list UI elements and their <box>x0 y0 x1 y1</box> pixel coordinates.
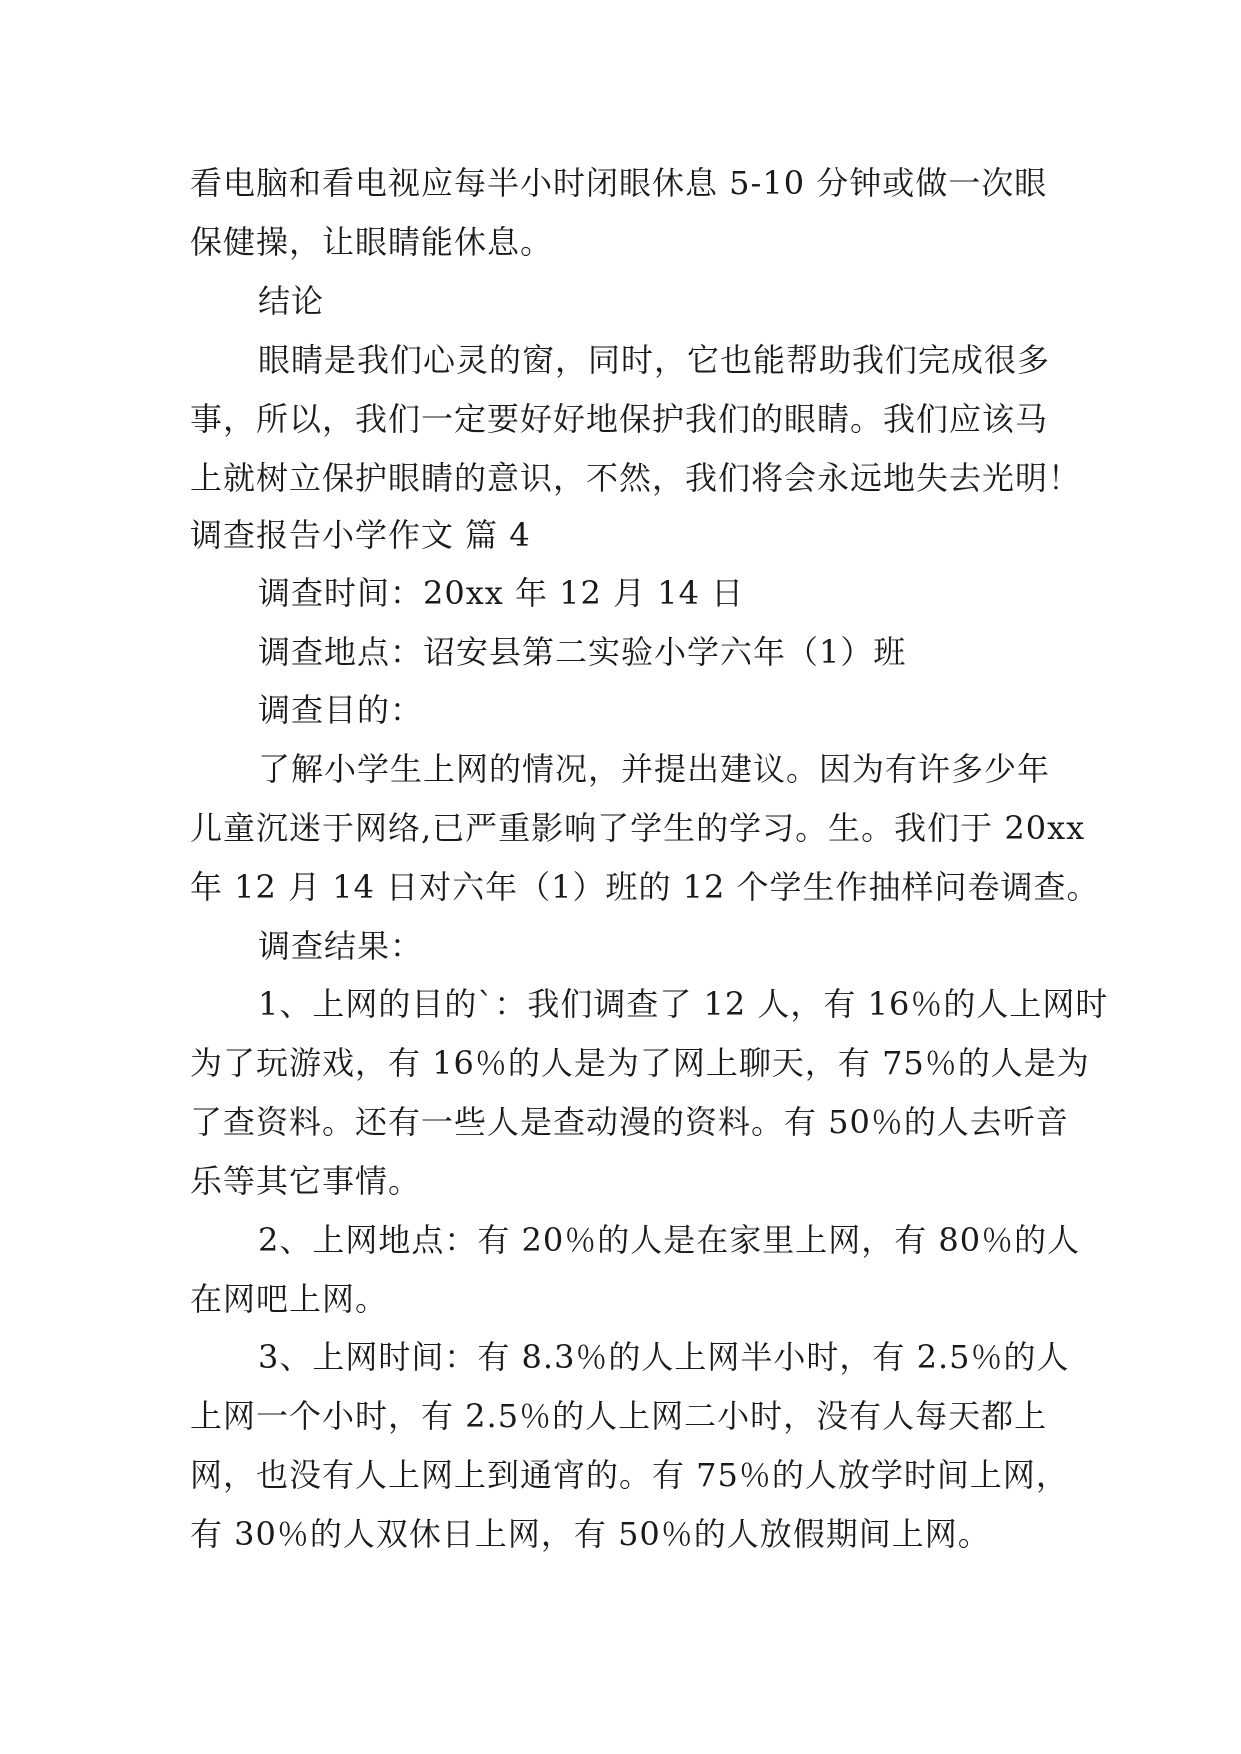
article-title: 调查报告小学作文 篇 4 <box>190 516 531 554</box>
text-line: 了查资料。还有一些人是查动漫的资料。有 50％的人去听音 <box>190 1103 1069 1141</box>
text-line: 1、上网的目的`：我们调查了 12 人，有 16％的人上网时 <box>258 985 1109 1023</box>
text-line: 为了玩游戏，有 16％的人是为了网上聊天，有 75％的人是为 <box>190 1044 1090 1082</box>
text-line: 儿童沉迷于网络,已严重影响了学生的学习。生。我们于 20xx <box>190 809 1086 847</box>
text-line: 眼睛是我们心灵的窗，同时，它也能帮助我们完成很多 <box>258 341 1051 379</box>
text-line: 有 30％的人双休日上网，有 50％的人放假期间上网。 <box>190 1515 991 1553</box>
text-line: 在网吧上网。 <box>190 1280 389 1318</box>
survey-time: 调查时间：20xx 年 12 月 14 日 <box>258 574 745 612</box>
text-line: 保健操，让眼睛能休息。 <box>190 223 554 261</box>
text-line: 年 12 月 14 日对六年（1）班的 12 个学生作抽样问卷调查。 <box>190 868 1100 906</box>
text-line: 事，所以，我们一定要好好地保护我们的眼睛。我们应该马 <box>190 400 1049 438</box>
text-line: 2、上网地点：有 20％的人是在家里上网，有 80％的人 <box>258 1221 1081 1259</box>
text-line: 看电脑和看电视应每半小时闭眼休息 5-10 分钟或做一次眼 <box>190 164 1048 202</box>
text-line: 3、上网时间：有 8.3％的人上网半小时，有 2.5％的人 <box>258 1338 1070 1376</box>
survey-location: 调查地点：诏安县第二实验小学六年（1）班 <box>258 633 907 671</box>
text-line: 了解小学生上网的情况，并提出建议。因为有许多少年 <box>258 750 1051 788</box>
text-line: 上就树立保护眼睛的意识，不然，我们将会永远地失去光明！ <box>190 459 1082 497</box>
survey-results-heading: 调查结果： <box>258 927 424 965</box>
survey-purpose-heading: 调查目的： <box>258 691 424 729</box>
text-line: 上网一个小时，有 2.5％的人上网二小时，没有人每天都上 <box>190 1397 1048 1435</box>
text-line: 乐等其它事情。 <box>190 1162 422 1200</box>
section-heading-conclusion: 结论 <box>258 282 325 320</box>
text-line: 网，也没有人上网上到通宵的。有 75％的人放学时间上网， <box>190 1456 1069 1494</box>
